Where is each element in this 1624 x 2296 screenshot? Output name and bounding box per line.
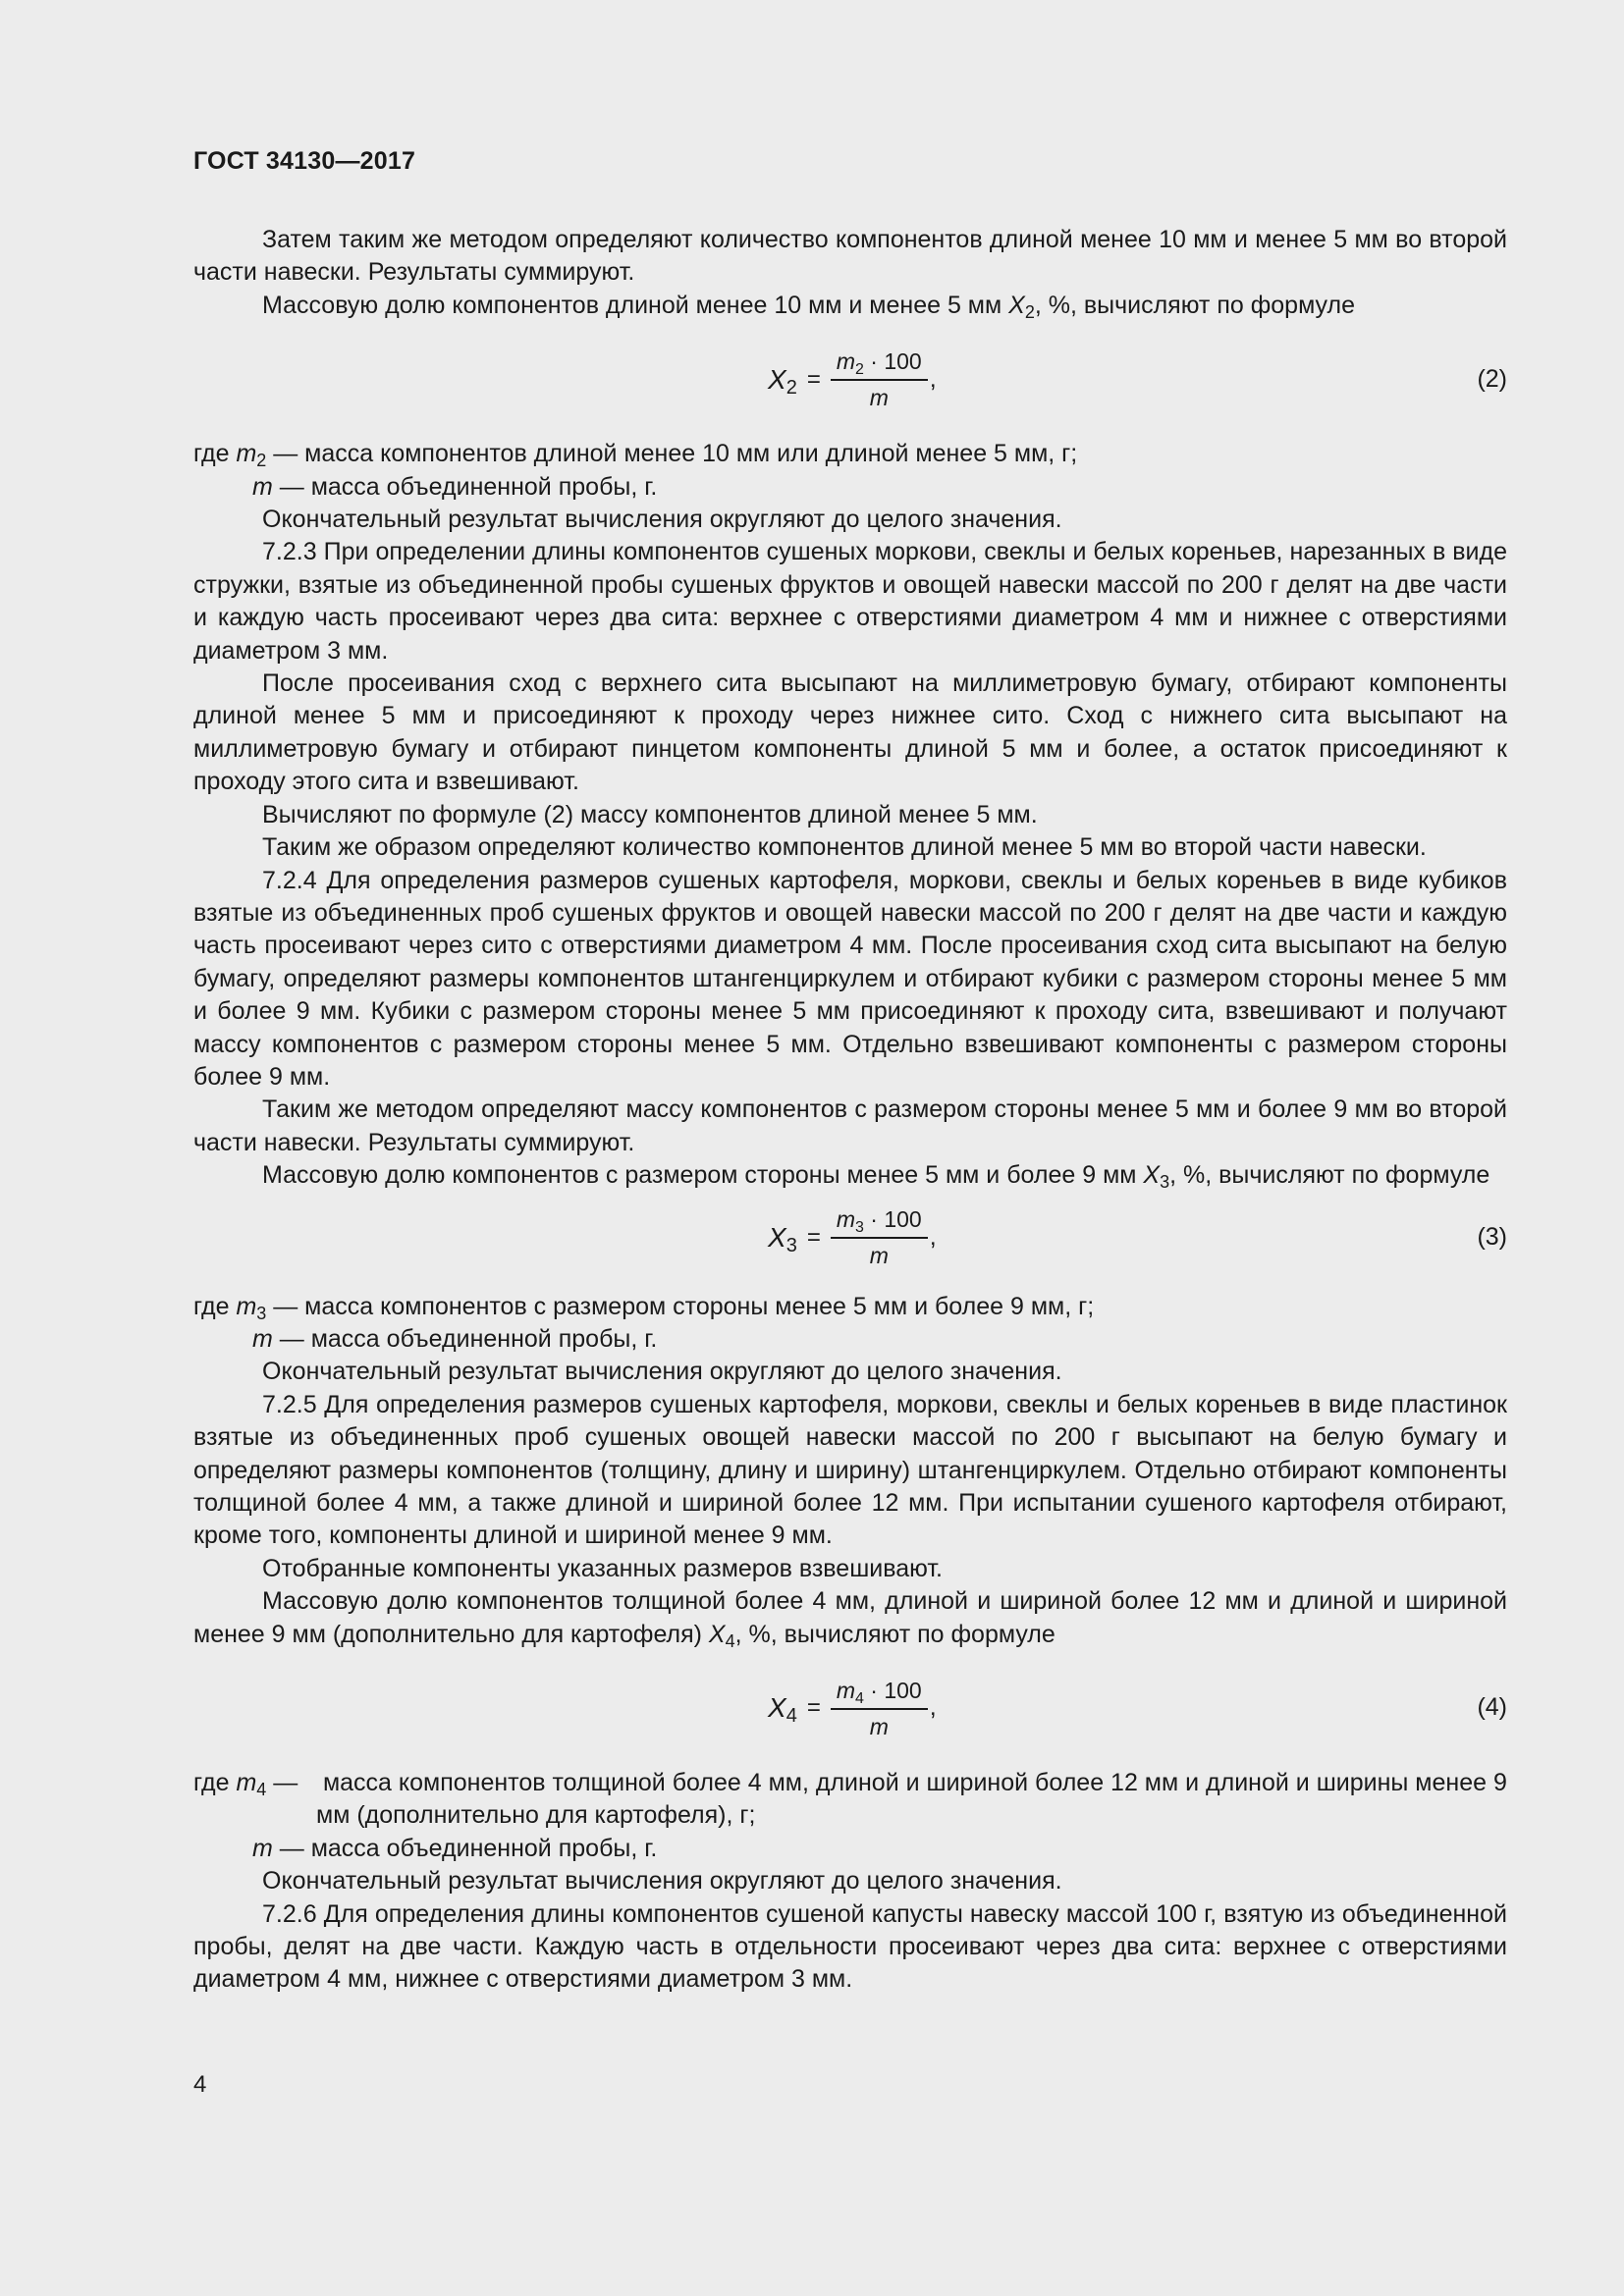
page-number: 4 (193, 2071, 207, 2098)
paragraph: Массовую долю компонентов толщиной более 4 мм, длиной и шириной более 12 мм и длиной и шириной менее 9 мм (дополнительно для картофеля) $X_4$, %, вычисляют по формуле (193, 1587, 1507, 1651)
paragraph: Массовую долю компонентов с размером стороны менее 5 мм и более 9 мм $X_3$, %, вычисляют по формуле (262, 1161, 1490, 1193)
formula-number: (4) (1477, 1693, 1507, 1722)
formula-3: $X_3$ = $\frac{m_3 \cdot 100}{m}$ , (3) (193, 1193, 1507, 1283)
formula-lhs: $X_4$ (768, 1692, 797, 1728)
formula-fraction: $\frac{m_3 \cdot 100}{m}$ (831, 1204, 928, 1270)
paragraph: Окончательный результат вычисления округляют до целого значения. (262, 1867, 1062, 1896)
where-clause: где $m_2$ — масса компонентов длиной менее 10 мм или длиной менее 5 мм, г; (193, 440, 1078, 471)
paragraph: После просеивания сход с верхнего сита высыпают на миллиметровую бумагу, отбирают компоненты длиной менее 5 мм и присоединяют к проходу через нижнее сито. Сход с нижнего сита высыпают на миллиметровую бумагу и отбирают пинцетом компоненты длиной 5 мм и более, а остаток присоединяют к проходу этого сита и взвешивают. (193, 669, 1507, 796)
paragraph: Отобранные компоненты указанных размеров взвешивают. (262, 1554, 943, 1582)
paragraph: 7.2.4 Для определения размеров сушеных картофеля, моркови, свеклы и белых кореньев в виде кубиков взятые из объединенных проб сушеных фруктов и овощей навески массой по 200 г делят на две части и каждую часть просеивают через сито с отверстиями диаметром 4 мм. После просеивания сход сита высыпают на белую бумагу, определяют размеры компонентов штангенциркулем и отбирают кубики с размером стороны менее 5 мм и более 9 мм. Кубики с размером стороны менее 5 мм присоединяют к проходу сита, взвешивают и получают массу компонентов с размером стороны менее 5 мм. Отдельно взвешивают компоненты с размером стороны более 9 мм. (193, 866, 1507, 1091)
paragraph: 7.2.3 При определении длины компонентов сушеных моркови, свеклы и белых кореньев, нарезанных в виде стружки, взятые из объединенной пробы сушеных фруктов и овощей навески массой по 200 г делят на две части и каждую часть просеивают через два сита: верхнее с отверстиями диаметром 4 мм и нижнее с отверстиями диаметром 3 мм. (193, 538, 1507, 665)
formula-number: (3) (1477, 1222, 1507, 1251)
where-clause: m — масса объединенной пробы, г. (252, 472, 658, 501)
formula-2: $X_2$ = $\frac{m_2 \cdot 100}{m}$ , (2) (193, 334, 1507, 424)
paragraph: 7.2.5 Для определения размеров сушеных картофеля, моркови, свеклы и белых кореньев в виде пластинок взятые из объединенных проб сушеных овощей навески массой по 200 г высыпают на белую бумагу и определяют размеры компонентов (толщину, длину и ширину) штангенциркулем. Отдельно отбирают компоненты толщиной более 4 мм, а также длиной и шириной более 12 мм. При испытании сушеного картофеля отбирают, кроме того, компоненты длиной и шириной менее 9 мм. (193, 1390, 1507, 1550)
formula-lhs: $X_3$ (768, 1221, 797, 1256)
paragraph: Вычисляют по формуле (2) массу компонентов длиной менее 5 мм. (262, 800, 1038, 828)
paragraph: Таким же методом определяют массу компонентов с размером стороны менее 5 мм и более 9 мм во второй части навески. Результаты суммируют. (193, 1095, 1507, 1156)
paragraph: Массовую долю компонентов длиной менее 10 мм и менее 5 мм $X_2$, %, вычисляют по формуле (262, 291, 1355, 322)
paragraph: 7.2.6 Для определения длины компонентов сушеной капусты навеску массой 100 г, взятую из объединенной пробы, делят на две части. Каждую часть в отдельности просеивают через два сита: верхнее с отверстиями диаметром 4 мм, нижнее с отверстиями диаметром 3 мм. (193, 1899, 1507, 1994)
formula-lhs: $X_2$ (768, 363, 797, 399)
where-clause: где $m_3$ — масса компонентов с размером стороны менее 5 мм и более 9 мм, г; (193, 1292, 1095, 1323)
paragraph: Таким же образом определяют количество компонентов длиной менее 5 мм во второй части навески. (262, 833, 1427, 862)
where-clause: где $m_4$ — масса компонентов толщиной более 4 мм, длиной и шириной более 12 мм и длиной и ширины менее 9 мм (дополнительно для картофеля), г; (193, 1769, 1507, 1830)
formula-4: $X_4$ = $\frac{m_4 \cdot 100}{m}$ , (4) (193, 1663, 1507, 1753)
formula-fraction: $\frac{m_4 \cdot 100}{m}$ (831, 1676, 928, 1741)
where-clause-text: масса компонентов толщиной более 4 мм, длиной и шириной более 12 мм и длиной и ширины менее 9 мм (дополнительно для картофеля), г; (316, 1769, 1507, 1830)
document-header: ГОСТ 34130—2017 (193, 147, 416, 175)
where-clause: m — масса объединенной пробы, г. (252, 1324, 658, 1353)
formula-fraction: $\frac{m_2 \cdot 100}{m}$ (831, 347, 928, 412)
where-clause: m — масса объединенной пробы, г. (252, 1834, 658, 1862)
formula-number: (2) (1477, 364, 1507, 393)
paragraph: Окончательный результат вычисления округляют до целого значения. (262, 506, 1062, 534)
paragraph: Окончательный результат вычисления округляют до целого значения. (262, 1358, 1062, 1386)
paragraph: Затем таким же методом определяют количество компонентов длиной менее 10 мм и менее 5 мм во второй части навески. Результаты суммируют. (193, 226, 1507, 287)
document-body (193, 224, 1507, 1997)
